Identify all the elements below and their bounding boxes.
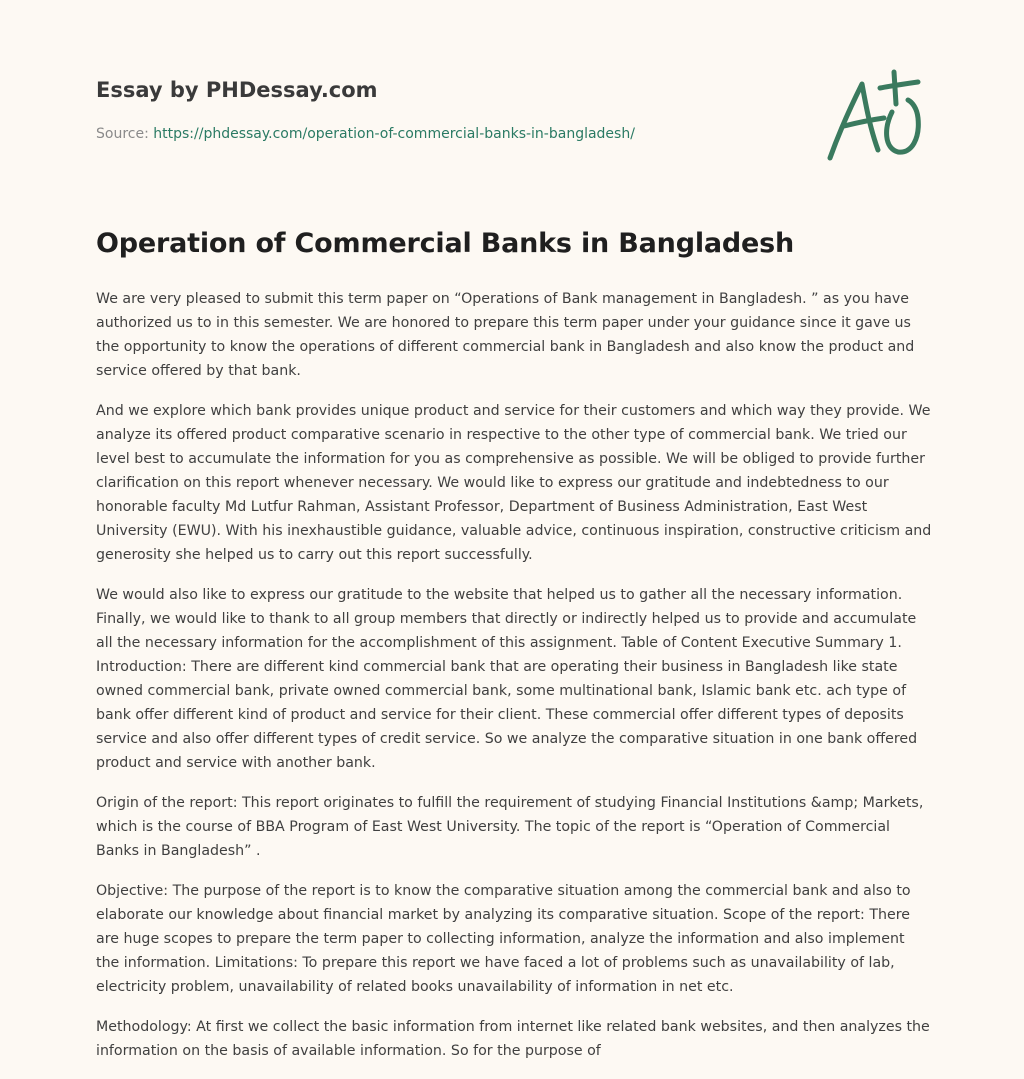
article-paragraph: Origin of the report: This report originates to fulfill the requirement of studying Financial Institutions &amp; Markets, which is the course of BBA Program of East West University. The topic of the report is “Operation of Commercial Banks in Bangladesh” . — [96, 795, 924, 859]
source-label: Source: — [96, 126, 154, 142]
article-paragraph: Objective: The purpose of the report is to know the comparative situation among the commercial bank and also to elaborate our knowledge about financial market by analyzing its comparative situation. Scope of the report: There are huge scopes to prepare the term paper to collecting information, analyze the information and also implement the information. Limitations: To prepare this report we have faced a lot of problems such as unavailability of lab, electricity problem, unavailability of related books unavailability of information in net etc. — [96, 883, 911, 995]
article-title: Operation of Commercial Banks in Bangladesh — [96, 228, 795, 259]
page-header — [96, 74, 928, 144]
a-plus-logo-icon — [822, 66, 930, 166]
article-paragraph: We are very pleased to submit this term paper on “Operations of Bank management in Bangladesh. ” as you have authorized us to in this semester. We are honored to prepare this term paper under your guidance since it gave us the opportunity to know the operations of different commercial bank in Bangladesh and also know the product and service offered by that bank. — [96, 291, 915, 379]
article-paragraph: And we explore which bank provides unique product and service for their customers and which way they provide. We analyze its offered product comparative scenario in respective to the other type of commercial bank. We tried our level best to accumulate the information for you as comprehensive as possible. We will be obliged to provide further clarification on this report whenever necessary. We would like to express our gratitude and indebtedness to our honorable faculty Md Lutfur Rahman, Assistant Professor, Department of Business Administration, East West University (EWU). With his inexhaustible guidance, valuable advice, continuous inspiration, constructive criticism and generosity she helped us to carry out this report successfully. — [96, 403, 932, 563]
source-line — [96, 124, 928, 144]
article — [96, 222, 932, 1079]
article-paragraph: Methodology: At first we collect the basic information from internet like related bank websites, and then analyzes the information on the basis of available information. So for the purpose of — [96, 1019, 930, 1059]
site-title: Essay by PHDessay.com — [96, 78, 378, 102]
article-paragraph: We would also like to express our gratitude to the website that helped us to gather all the necessary information. Finally, we would like to thank to all group members that directly or indirectly helped us to provide and accumulate all the necessary information for the accomplishment of this assignment. Table of Content Executive Summary 1. Introduction: There are different kind commercial bank that are operating their business in Bangladesh like state owned commercial bank, private owned commercial bank, some multinational bank, Islamic bank etc. ach type of bank offer different kind of product and service for their client. These commercial offer different types of deposits service and also offer different types of credit service. So we analyze the comparative situation in one bank offered product and service with another bank. — [96, 587, 918, 771]
source-link[interactable]: https://phdessay.com/operation-of-commercial-banks-in-bangladesh/ — [153, 126, 635, 142]
